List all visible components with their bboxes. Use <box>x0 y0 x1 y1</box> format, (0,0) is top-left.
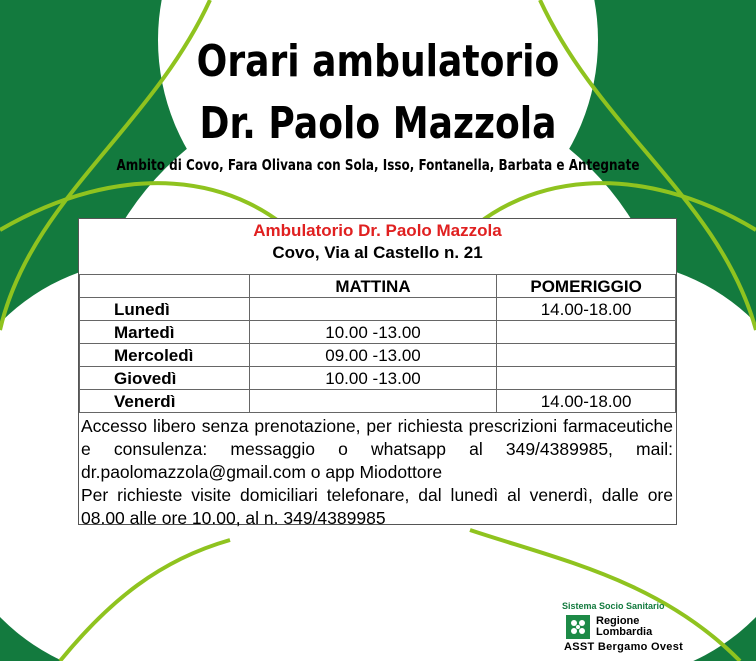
morning-cell <box>249 390 496 413</box>
day-cell: Venerdì <box>80 390 250 413</box>
logo-region-line1: Regione <box>596 615 640 627</box>
table-row <box>80 367 676 390</box>
afternoon-cell <box>497 321 676 344</box>
page-subtitle: Ambito di Covo, Fara Olivana con Sola, Isso, Fontanella, Barbata e Antegnate <box>116 156 640 174</box>
clinic-address: Covo, Via al Castello n. 21 <box>272 243 483 262</box>
header-afternoon: POMERIGGIO <box>497 275 676 298</box>
page-title-line1: Orari ambulatorio <box>196 36 560 87</box>
morning-cell: 10.00 -13.00 <box>249 321 496 344</box>
lombardy-rose-icon <box>566 615 590 639</box>
table-row <box>80 321 676 344</box>
logo-region <box>596 616 652 638</box>
header-morning: MATTINA <box>249 275 496 298</box>
afternoon-cell: 14.00-18.00 <box>497 390 676 413</box>
day-cell: Mercoledì <box>80 344 250 367</box>
note-access: Accesso libero senza prenotazione, per richiesta prescrizioni farmaceutiche e consulenza: messaggio o whatsapp al 349/4389985, mail: dr.paolomazzola@gmail.com o app Miodottore <box>81 416 673 482</box>
table-header-row <box>80 275 676 298</box>
day-cell: Giovedì <box>80 367 250 390</box>
logo-asst: ASST Bergamo Ovest <box>564 641 684 653</box>
day-cell: Martedì <box>80 321 250 344</box>
table-row <box>80 390 676 413</box>
afternoon-cell <box>497 367 676 390</box>
morning-cell: 09.00 -13.00 <box>249 344 496 367</box>
clinic-name: Ambulatorio Dr. Paolo Mazzola <box>253 221 502 240</box>
info-note <box>81 415 673 530</box>
note-home-visits: Per richieste visite domiciliari telefonare, dal lunedì al venerdì, dalle ore 08.00 alle ore 10.00, al n. 349/4389985 <box>81 485 673 528</box>
header-empty <box>80 275 250 298</box>
afternoon-cell: 14.00-18.00 <box>497 298 676 321</box>
table-row <box>80 298 676 321</box>
schedule-table <box>79 274 676 413</box>
schedule-card <box>78 218 677 528</box>
morning-cell <box>249 298 496 321</box>
page-title-line2: Dr. Paolo Mazzola <box>199 98 557 149</box>
morning-cell: 10.00 -13.00 <box>249 367 496 390</box>
afternoon-cell <box>497 344 676 367</box>
logo-region-line2: Lombardia <box>596 626 653 638</box>
table-row <box>80 344 676 367</box>
regione-lombardia-logo <box>562 601 752 659</box>
day-cell: Lunedì <box>80 298 250 321</box>
logo-system-text: Sistema Socio Sanitario <box>562 601 665 611</box>
